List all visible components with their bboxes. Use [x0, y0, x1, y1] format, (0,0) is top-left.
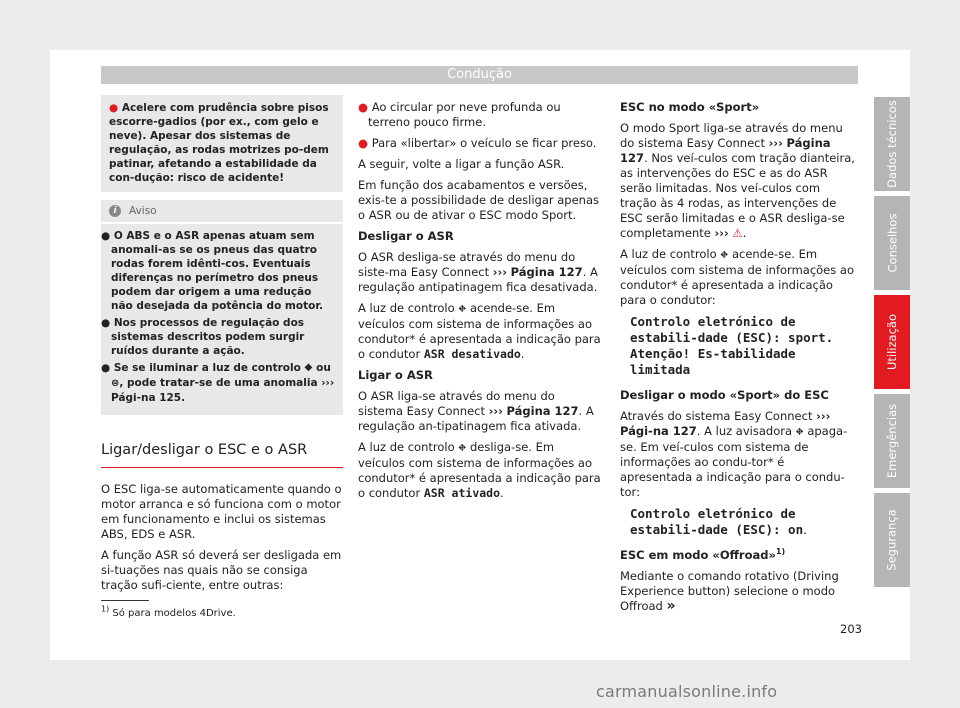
subheading: Desligar o modo «Sport» do ESC	[620, 388, 829, 402]
bullet-icon: ●	[358, 100, 369, 114]
paragraph: A função ASR só deverá ser desligada em si-tuações nas quais não se consiga tração sufi-ciente, entre outras:	[101, 548, 342, 592]
control-light-icon: ⊜	[111, 378, 120, 389]
tab-dados-tecnicos[interactable]: Dados técnicos	[874, 97, 910, 191]
bullet-icon: ●	[101, 362, 111, 374]
aviso-item: ● Nos processos de regulação dos sistemas descritos podem surgir ruídos durante a ação.	[101, 317, 305, 357]
paragraph: A luz de controlo ⛖ desliga-se. Em veículos com sistema de informações ao condutor* é apresentada a indicação para o condutor ASR ativado.	[358, 440, 601, 500]
aviso-header	[101, 200, 343, 224]
continue-arrow-icon: »	[666, 598, 676, 614]
arrow-icon: ›››	[488, 404, 503, 418]
tab-seguranca[interactable]: Segurança	[874, 493, 910, 587]
tab-emergencias[interactable]: Emergências	[874, 394, 910, 488]
page-link[interactable]: Página 127	[506, 404, 579, 418]
paragraph: A luz de controlo ⛖ acende-se. Em veículos com sistema de informações ao condutor* é apresentada a indicação para o condutor ASR desativado.	[358, 301, 601, 361]
paragraph: O ASR desliga-se através do menu do siste-ma Easy Connect ››› Página 127. A regulação antipatinagem fica desativada.	[358, 250, 598, 294]
warning-box	[101, 95, 343, 192]
column-left	[101, 95, 343, 599]
arrow-icon: ›››	[816, 409, 831, 423]
display-message: Controlo eletrónico de estabili-dade (ESC): on.	[630, 506, 808, 537]
control-light-icon: ⛖	[795, 427, 804, 438]
warning-triangle-icon: ⚠	[732, 226, 743, 240]
arrow-icon: ›››	[768, 136, 783, 150]
page-link[interactable]: Página 127	[510, 265, 583, 279]
paragraph: Mediante o comando rotativo (Driving Experience button) selecione o modo Offroad »	[620, 569, 839, 614]
footnote-mark: 1)	[101, 604, 110, 614]
subheading: Ligar o ASR	[358, 368, 433, 382]
footnote-text: Só para modelos 4Drive.	[112, 608, 236, 619]
display-message: ASR ativado	[423, 486, 501, 500]
bullet-icon: ●	[358, 136, 369, 150]
subheading: ESC em modo «Offroad»$^{1)}$	[620, 547, 786, 562]
footnote-ref: 1)	[775, 547, 786, 557]
paragraph: O modo Sport liga-se através do menu do sistema Easy Connect ››› Página 127. Nos veí-culos com tração dianteira, as intervenções do ESC e as do ASR serão limitadas. Nos veí-culos com tração às 4 rodas, as intervenções de ESC serão limitadas e o ASR desliga-se completamente ››› ⚠.	[620, 121, 855, 240]
paragraph: Em função dos acabamentos e versões, exis-te a possibilidade de desligar apenas o ASR ou de ativar o ESC modo Sport.	[358, 178, 600, 222]
arrow-icon: ›››	[492, 265, 508, 279]
subheading: ESC no modo «Sport»	[620, 100, 760, 114]
control-light-icon: ⛖	[304, 363, 313, 374]
list-item: ● Ao circular por neve profunda ou terreno pouco firme.	[358, 100, 561, 129]
footnote-divider	[101, 600, 149, 601]
bullet-icon: ●	[101, 317, 111, 329]
page-link[interactable]: Pági-na 125	[111, 392, 182, 404]
aviso-title: Aviso	[129, 205, 157, 217]
footnote	[101, 604, 236, 619]
control-light-icon: ⛖	[458, 443, 467, 454]
page-link[interactable]: Pági-na 127	[620, 424, 697, 438]
page-link[interactable]: Página 127	[620, 136, 831, 165]
tab-utilizacao[interactable]: Utilização	[874, 295, 910, 389]
paragraph: O ASR liga-se através do menu do sistema Easy Connect ››› Página 127. A regulação an-tipatinagem fica ativada.	[358, 389, 594, 433]
column-right	[620, 100, 860, 620]
arrow-icon: ›››	[321, 377, 335, 389]
info-icon: i	[109, 205, 121, 217]
watermark: carmanualsonline.info	[596, 682, 778, 701]
control-light-icon: ⛖	[720, 250, 729, 261]
display-message: ASR desativado	[423, 347, 521, 361]
aviso-item: ● Se se iluminar a luz de controlo ⛖ ou ⊜, pode tratar-se de uma anomalia ››› Pági-na 125.	[101, 362, 335, 404]
tab-conselhos[interactable]: Conselhos	[874, 196, 910, 290]
subheading: Desligar o ASR	[358, 229, 454, 243]
list-item: ● Para «libertar» o veículo se ficar preso.	[358, 136, 597, 150]
paragraph: Através do sistema Easy Connect ››› Pági-na 127. A luz avisadora ⛖ apaga-se. Em veí-culos com sistema de informações ao condu-tor* é apresentada a indicação para o condu-tor:	[620, 409, 848, 499]
bullet-icon: ●	[109, 102, 119, 114]
page-number: 203	[840, 622, 862, 636]
column-middle	[358, 100, 602, 507]
paragraph: A seguir, volte a ligar a função ASR.	[358, 157, 565, 171]
aviso-box	[101, 200, 343, 415]
section-title: Ligar/desligar o ESC e o ASR	[101, 441, 343, 468]
arrow-icon: ›››	[714, 226, 729, 240]
paragraph: O ESC liga-se automaticamente quando o motor arranca e só funciona com o motor em funcionamento e inclui os sistemas ABS, EDS e ASR.	[101, 482, 342, 541]
warning-text: Acelere com prudência sobre pisos escorre-gadios (por ex., com gelo e neve). Apesar dos sistemas de regulação, as rodas motrizes po-dem patinar, afetando a estabilidade da con-dução: risco de acidente!	[109, 102, 329, 184]
bullet-icon: ●	[101, 230, 111, 242]
aviso-item: ● O ABS e o ASR apenas atuam sem anomali-as se os pneus das quatro rodas forem idênti-cos. Eventuais diferenças no perímetro dos pneus podem dar origem a uma redução não desejada da potência do motor.	[101, 230, 323, 312]
control-light-icon: ⛖	[458, 304, 467, 315]
display-message: Controlo eletrónico de estabili-dade (ESC): sport. Atenção! Es-tabilidade limitada	[630, 314, 834, 377]
paragraph: A luz de controlo ⛖ acende-se. Em veículos com sistema de informações ao condutor* é apresentada a indicação para o condutor:	[620, 247, 854, 307]
page-header: Condução	[101, 66, 858, 84]
